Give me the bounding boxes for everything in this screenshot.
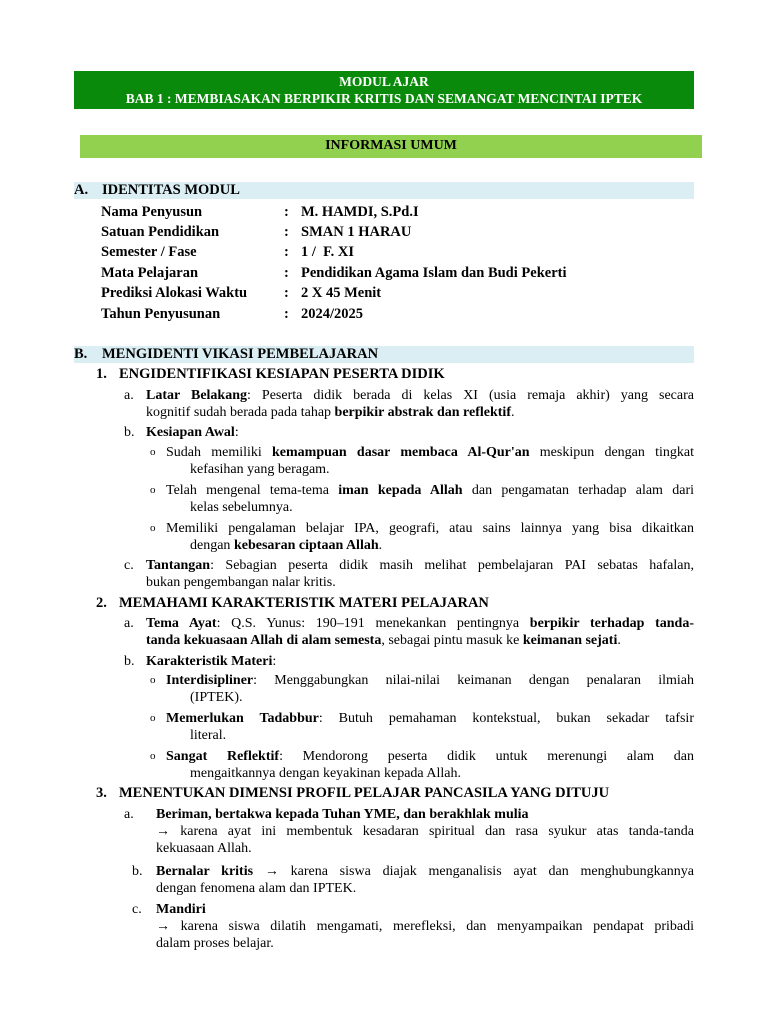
sub-text: :: [272, 654, 277, 669]
sub-item-karakteristik-materi: [124, 653, 694, 670]
sub-text: .: [617, 633, 621, 648]
module-header: [74, 71, 694, 109]
sub-emphasis: berpikir terhadap tanda-: [529, 616, 695, 631]
bullet-text: Telah mengenal tema-tema: [166, 483, 339, 498]
sub-text: .: [510, 405, 515, 420]
section-title: IDENTITAS MODUL: [102, 182, 240, 198]
bullet-emphasis: kemampuan dasar membaca Al-Qur'an: [272, 445, 530, 460]
bullet-text: dan pengamatan terhadap alam dari: [462, 483, 694, 498]
bullet-text: literal.: [190, 728, 227, 743]
section-letter: B.: [74, 346, 88, 362]
identity-label: Prediksi Alokasi Waktu: [101, 285, 248, 301]
section-letter: A.: [74, 182, 89, 198]
sub-text: : Q.S. Yunus: 190–191 menekankan pentingnya: [216, 616, 530, 631]
bullet-text: : Menggabungkan nilai-nilai keimanan dengan penalaran ilmiah: [253, 673, 694, 688]
sub-item-bernalar-kritis: [124, 863, 694, 897]
sub-text: dengan fenomena alam dan IPTEK.: [156, 881, 357, 896]
bullet-emphasis: kebesaran ciptaan Allah: [233, 538, 379, 553]
sub-label: Kesiapan Awal: [146, 425, 235, 440]
sub-item-beriman: [124, 806, 694, 857]
sub-item-mandiri: [124, 901, 694, 952]
sub-marker: b.: [132, 864, 143, 879]
identity-value: 2 X 45 Menit: [301, 285, 382, 301]
sub-marker: a.: [124, 616, 134, 631]
bullet-item: [150, 710, 694, 744]
bullet-item: [150, 520, 694, 554]
identity-value: 2024/2025: [301, 306, 364, 322]
identity-value: M. HAMDI, S.Pd.I: [301, 204, 419, 220]
bullet-item: [150, 748, 694, 782]
bullet-marker: o: [150, 712, 156, 724]
bullet-text: dengan: [190, 538, 234, 553]
colon: :: [284, 306, 289, 322]
sub-text: , sebagai pintu masuk ke: [381, 633, 523, 648]
section-title: MENGIDENTI VIKASI PEMBELAJARAN: [102, 346, 379, 362]
sub-label: Bernalar kritis: [156, 864, 254, 879]
colon: :: [284, 285, 289, 301]
arrow-icon: →: [264, 864, 279, 879]
bullet-text: kelas sebelumnya.: [190, 500, 293, 515]
sub-marker: a.: [124, 807, 134, 822]
bullet-item: [150, 672, 694, 706]
sub-label: Beriman, bertakwa kepada Tuhan YME, dan berakhlak mulia: [156, 807, 529, 822]
chapter-title: BAB 1 : MEMBIASAKAN BERPIKIR KRITIS DAN SEMANGAT MENCINTAI IPTEK: [125, 91, 643, 106]
bullet-label: Sangat Reflektif: [166, 749, 280, 764]
section-b-heading: [74, 346, 694, 363]
identity-value: Pendidikan Agama Islam dan Budi Pekerti: [301, 265, 567, 281]
item-title: MEMAHAMI KARAKTERISTIK MATERI PELAJARAN: [119, 595, 489, 611]
bullet-text: meskipun dengan tingkat: [529, 445, 694, 460]
bullet-marker: o: [150, 522, 156, 534]
colon: :: [284, 224, 289, 240]
identity-label: Tahun Penyusunan: [101, 306, 221, 322]
sub-text: kognitif sudah berada pada tahap: [146, 405, 335, 420]
sub-marker: b.: [124, 654, 135, 669]
item-number: 1.: [96, 366, 107, 382]
identity-value: SMAN 1 HARAU: [301, 224, 412, 240]
sub-emphasis: keimanan sejati: [522, 633, 618, 648]
bullet-text: : Butuh pemahaman kontekstual, bukan sekadar tafsir: [318, 711, 694, 726]
bullet-marker: o: [150, 750, 156, 762]
sub-emphasis: tanda kekuasaan Allah di alam semesta: [146, 633, 382, 648]
item-title: MENENTUKAN DIMENSI PROFIL PELAJAR PANCASILA YANG DITUJU: [119, 785, 610, 801]
sub-marker: a.: [124, 388, 134, 403]
sub-text: bukan pengembangan nalar kritis.: [146, 575, 336, 590]
bullet-emphasis: iman kepada Allah: [338, 483, 463, 498]
sub-label: Tantangan: [146, 558, 211, 573]
section-a-heading: [74, 182, 694, 199]
bullet-marker: o: [150, 446, 156, 458]
arrow-icon: →: [156, 824, 170, 839]
identity-label: Mata Pelajaran: [101, 265, 199, 281]
sub-text: :: [234, 425, 239, 440]
identity-label: Semester / Fase: [101, 244, 197, 260]
sub-label: Mandiri: [156, 902, 206, 917]
bullet-text: (IPTEK).: [190, 690, 243, 705]
identity-label: Nama Penyusun: [101, 204, 203, 220]
bullet-item: [150, 444, 694, 478]
bullet-label: Interdisipliner: [166, 673, 254, 688]
sub-marker: c.: [124, 558, 134, 573]
sub-item-latar-belakang: [124, 387, 694, 421]
colon: :: [284, 265, 289, 281]
item-number: 2.: [96, 595, 107, 611]
bullet-text: Sudah memiliki: [166, 445, 273, 460]
sub-marker: c.: [132, 902, 142, 917]
bullet-label: Memerlukan Tadabbur: [166, 711, 319, 726]
bullet-text: .: [378, 538, 383, 553]
sub-text: karena siswa diajak menganalisis ayat dan menghubungkannya: [278, 864, 695, 879]
bullet-text: mengaitkannya dengan keyakinan kepada Allah.: [190, 766, 461, 781]
sub-emphasis: berpikir abstrak dan reflektif: [334, 405, 511, 420]
item-number: 3.: [96, 785, 107, 801]
sub-label: Tema Ayat: [146, 616, 217, 631]
sub-marker: b.: [124, 425, 135, 440]
bullet-marker: o: [150, 484, 156, 496]
sub-text: : Peserta didik berada di kelas XI (usia remaja akhir) yang secara: [247, 388, 694, 403]
sub-text: karena siswa dilatih mengamati, merefleksi, dan menyampaikan pendapat pribadi: [170, 919, 694, 934]
sub-text: dalam proses belajar.: [156, 936, 274, 951]
identity-label: Satuan Pendidikan: [101, 224, 220, 240]
bullet-text: kefasihan yang beragam.: [190, 462, 330, 477]
module-title: MODUL AJAR: [339, 74, 429, 89]
sub-text: kekuasaan Allah.: [156, 841, 252, 856]
item-title: ENGIDENTIFIKASI KESIAPAN PESERTA DIDIK: [119, 366, 445, 382]
colon: :: [284, 204, 289, 220]
arrow-icon: →: [156, 919, 170, 934]
sub-label: Karakteristik Materi: [146, 654, 273, 669]
sub-text: karena ayat ini membentuk kesadaran spiritual dan rasa syukur atas tanda-tanda: [170, 824, 694, 839]
sub-label: Latar Belakang: [146, 388, 247, 403]
identity-value: 1 / F. XI: [301, 244, 355, 260]
colon: :: [284, 244, 289, 260]
info-bar: INFORMASI UMUM: [80, 135, 702, 158]
sub-item-tantangan: [124, 557, 694, 591]
sub-item-kesiapan-awal: [124, 424, 694, 441]
sub-item-tema-ayat: [124, 615, 694, 649]
bullet-text: : Mendorong peserta didik untuk merenungi alam dan: [279, 749, 694, 764]
bullet-text: Memiliki pengalaman belajar IPA, geografi, atau sains lainnya yang bisa dikaitkan: [166, 521, 694, 536]
bullet-item: [150, 482, 694, 516]
bullet-marker: o: [150, 674, 156, 686]
sub-text: : Sebagian peserta didik masih melihat pembelajaran PAI sebatas hafalan,: [210, 558, 694, 573]
